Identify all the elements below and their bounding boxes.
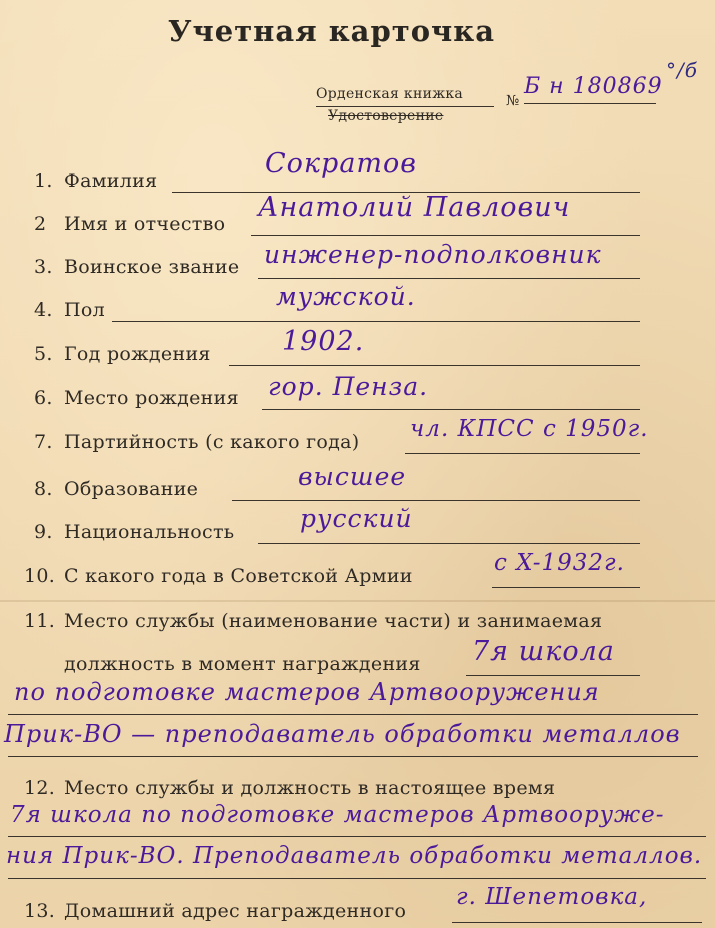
field-12-label: Место службы и должность в настоящее время xyxy=(64,777,556,799)
field-3-label: Воинское звание xyxy=(64,256,240,278)
field-8-label: Образование xyxy=(64,478,199,500)
field-11-value-line3: Прик-ВО — преподаватель обработки металлов xyxy=(4,720,681,748)
card-title: Учетная карточка xyxy=(168,14,495,48)
field-11-line2 xyxy=(8,714,698,715)
field-6-number: 6. xyxy=(34,387,53,409)
field-4-number: 4. xyxy=(34,299,53,321)
field-8-line xyxy=(232,500,640,501)
order-book-label: Орденская книжка xyxy=(316,86,464,102)
field-2-line xyxy=(251,235,640,236)
number-underline xyxy=(524,103,656,104)
field-4-value: мужской. xyxy=(276,282,416,311)
corner-note: °/б xyxy=(666,58,698,82)
field-2-value: Анатолий Павлович xyxy=(258,192,571,223)
field-7-value: чл. КПСС с 1950г. xyxy=(410,416,649,442)
field-10-line xyxy=(492,587,640,588)
field-1-number: 1. xyxy=(34,170,53,192)
field-13-line xyxy=(452,922,702,923)
field-3-line xyxy=(258,278,640,279)
field-12-line2 xyxy=(8,878,706,879)
field-8-number: 8. xyxy=(34,478,53,500)
field-7-line xyxy=(405,453,640,454)
field-6-label: Место рождения xyxy=(64,387,239,409)
field-13-label: Домашний адрес награжденного xyxy=(64,900,407,922)
field-1-value: Сократов xyxy=(265,148,417,179)
field-11-label-line2: должность в момент награждения xyxy=(64,653,421,675)
field-11-line3 xyxy=(8,756,698,757)
field-9-number: 9. xyxy=(34,521,53,543)
field-4-line xyxy=(112,321,640,322)
field-11-value-line2: по подготовке мастеров Артвооружения xyxy=(14,678,600,706)
field-4-label: Пол xyxy=(64,299,105,321)
order-book-underline xyxy=(316,106,494,107)
field-11-number: 11. xyxy=(24,610,56,632)
field-8-value: высшее xyxy=(298,462,407,491)
field-5-line xyxy=(229,365,640,366)
field-5-label: Год рождения xyxy=(64,343,211,365)
field-2-label: Имя и отчество xyxy=(64,213,226,235)
field-2-number: 2 xyxy=(34,213,47,235)
field-7-label: Партийность (с какого года) xyxy=(64,431,360,453)
order-book-number: Б н 180869 xyxy=(524,74,663,99)
field-7-number: 7. xyxy=(34,431,53,453)
field-3-number: 3. xyxy=(34,256,53,278)
field-10-number: 10. xyxy=(24,565,56,587)
field-12-line1 xyxy=(8,836,706,837)
number-sign: № xyxy=(506,93,520,109)
field-9-line xyxy=(258,543,640,544)
paper-fold xyxy=(0,600,715,602)
field-13-number: 13. xyxy=(24,900,56,922)
field-9-value: русский xyxy=(300,504,413,533)
certificate-label: Удостоверение xyxy=(328,108,444,124)
field-12-number: 12. xyxy=(24,777,56,799)
field-11-label-line1: Место службы (наименование части) и занимаемая xyxy=(64,610,603,632)
field-6-line xyxy=(262,409,640,410)
field-10-value: с X-1932г. xyxy=(494,550,625,576)
field-1-label: Фамилия xyxy=(64,170,158,192)
field-12-value-line2: ния Прик-ВО. Преподаватель обработки металлов. xyxy=(6,843,703,869)
field-9-label: Национальность xyxy=(64,521,235,543)
field-11-line1 xyxy=(466,675,640,676)
field-5-value: 1902. xyxy=(282,326,365,357)
field-13-value: г. Шепетовка, xyxy=(456,884,648,910)
field-3-value: инженер-подполковник xyxy=(264,240,602,269)
field-11-value-line1: 7я школа xyxy=(472,636,615,667)
field-6-value: гор. Пенза. xyxy=(268,372,429,401)
field-5-number: 5. xyxy=(34,343,53,365)
field-12-value-line1: 7я школа по подготовке мастеров Артвооруже- xyxy=(10,802,665,828)
field-10-label: С какого года в Советской Армии xyxy=(64,565,413,587)
